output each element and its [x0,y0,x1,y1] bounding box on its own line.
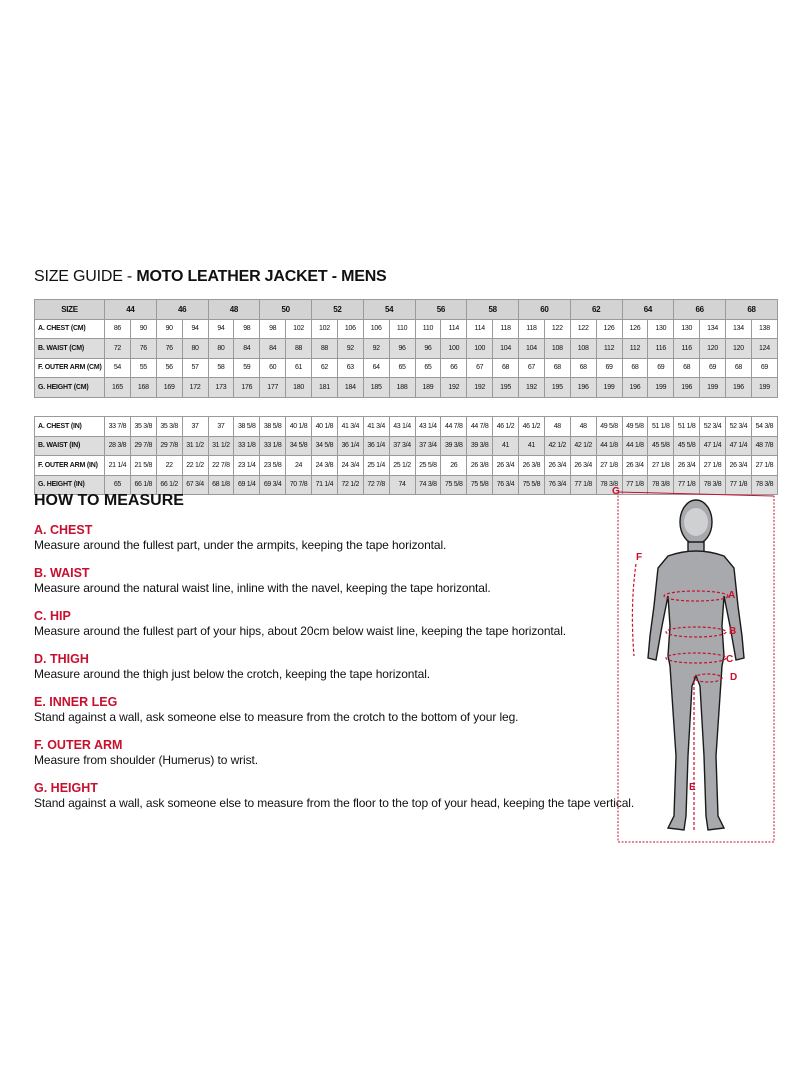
size-cell: 24 [286,456,312,476]
size-cell: 26 3/4 [493,456,519,476]
measure-heading: F. OUTER ARM [34,738,123,752]
size-cell: 21 5/8 [130,456,156,476]
size-cell: 106 [337,319,363,339]
size-cell: 110 [389,319,415,339]
measure-text: Measure around the fullest part of your hips, about 20cm below waist line, keeping the tape horizontal. [34,624,567,638]
size-cell: 35 3/8 [130,417,156,437]
size-cell: 126 [596,319,622,339]
size-cell: 69 3/4 [260,475,286,495]
size-cell: 104 [519,339,545,359]
size-cell: 70 7/8 [286,475,312,495]
size-row [35,339,778,359]
size-cell: 192 [519,378,545,398]
size-cell: 68 [570,358,596,378]
size-cell: 92 [363,339,389,359]
size-row [35,378,778,398]
size-cell: 78 3/8 [648,475,674,495]
size-cell: 56 [156,358,182,378]
size-cell: 45 5/8 [648,436,674,456]
size-cell: 80 [208,339,234,359]
size-header-62: 62 [570,300,622,320]
outer-arm-line [632,564,636,656]
size-cell: 40 1/8 [286,417,312,437]
size-cell: 188 [389,378,415,398]
size-header-68: 68 [726,300,778,320]
measure-outer-arm [34,738,614,768]
size-cell: 196 [570,378,596,398]
size-table [34,299,778,495]
how-to-measure-title: HOW TO MEASURE [34,492,184,509]
table-spacer-cell [35,397,778,417]
size-cell: 25 1/4 [363,456,389,476]
size-cell: 29 7/8 [130,436,156,456]
size-cell: 180 [286,378,312,398]
size-row-label: A. CHEST (CM) [35,319,105,339]
size-cell: 47 1/4 [726,436,752,456]
measure-height [34,781,635,811]
size-cell: 51 1/8 [674,417,700,437]
size-cell: 37 [182,417,208,437]
mannequin-face [684,508,708,536]
page-title [34,268,387,286]
size-cell: 78 3/8 [751,475,777,495]
measure-waist [34,566,614,596]
size-cell: 27 1/8 [751,456,777,476]
size-cell: 44 1/8 [596,436,622,456]
size-cell: 26 [441,456,467,476]
size-cell: 66 1/2 [156,475,182,495]
size-cell: 24 3/8 [312,456,338,476]
size-cell: 67 [467,358,493,378]
size-cell: 37 3/4 [415,436,441,456]
size-cell: 168 [130,378,156,398]
size-cell: 196 [726,378,752,398]
label-b: B [729,626,737,637]
size-cell: 49 5/8 [622,417,648,437]
size-table-body [35,319,778,495]
size-cell: 116 [674,339,700,359]
size-cell: 67 [519,358,545,378]
size-cell: 37 [208,417,234,437]
size-cell: 26 3/8 [519,456,545,476]
size-cell: 94 [208,319,234,339]
size-cell: 86 [105,319,131,339]
size-cell: 76 3/4 [493,475,519,495]
size-cell: 31 1/2 [182,436,208,456]
label-g: G [612,486,620,497]
size-cell: 90 [130,319,156,339]
size-cell: 102 [286,319,312,339]
size-cell: 65 [415,358,441,378]
size-cell: 199 [751,378,777,398]
size-cell: 42 1/2 [570,436,596,456]
size-cell: 31 1/2 [208,436,234,456]
size-cell: 23 5/8 [260,456,286,476]
size-cell: 75 5/8 [467,475,493,495]
measure-text: Stand against a wall, ask someone else to measure from the crotch to the bottom of your leg. [34,710,519,724]
measure-text: Measure from shoulder (Humerus) to wrist. [34,753,258,767]
size-cell: 38 5/8 [260,417,286,437]
measure-heading: A. CHEST [34,523,93,537]
size-row [35,417,778,437]
size-cell: 65 [105,475,131,495]
size-cell: 62 [312,358,338,378]
size-cell: 68 [726,358,752,378]
size-cell: 47 1/4 [700,436,726,456]
size-cell: 64 [363,358,389,378]
size-cell: 23 1/4 [234,456,260,476]
label-a: A [728,590,736,601]
size-header-52: 52 [312,300,364,320]
size-cell: 192 [441,378,467,398]
size-cell: 74 [389,475,415,495]
size-cell: 33 1/8 [260,436,286,456]
size-cell: 41 [493,436,519,456]
size-cell: 74 3/8 [415,475,441,495]
size-cell: 36 1/4 [337,436,363,456]
size-cell: 41 3/4 [337,417,363,437]
size-header-64: 64 [622,300,674,320]
measure-hip [34,609,614,639]
size-cell: 88 [312,339,338,359]
size-cell: 173 [208,378,234,398]
size-row-label: B. WAIST (IN) [35,436,105,456]
size-cell: 96 [389,339,415,359]
table-spacer [35,397,778,417]
size-cell: 45 5/8 [674,436,700,456]
size-row-label: F. OUTER ARM (CM) [35,358,105,378]
size-cell: 189 [415,378,441,398]
size-cell: 76 [130,339,156,359]
size-cell: 26 3/8 [467,456,493,476]
size-cell: 48 7/8 [751,436,777,456]
size-cell: 69 [751,358,777,378]
body-measurement-figure [612,486,776,846]
size-cell: 122 [570,319,596,339]
size-cell: 57 [182,358,208,378]
size-cell: 54 3/8 [751,417,777,437]
size-cell: 67 3/4 [182,475,208,495]
size-cell: 78 3/8 [700,475,726,495]
size-cell: 38 5/8 [234,417,260,437]
measure-thigh [34,652,614,682]
size-cell: 25 5/8 [415,456,441,476]
size-cell: 65 [389,358,415,378]
size-cell: 84 [260,339,286,359]
size-header-54: 54 [363,300,415,320]
size-cell: 185 [363,378,389,398]
size-cell: 26 3/4 [544,456,570,476]
size-cell: 72 [105,339,131,359]
measure-chest [34,523,614,553]
size-cell: 68 [674,358,700,378]
label-f: F [636,552,643,563]
size-cell: 44 7/8 [467,417,493,437]
size-header-58: 58 [467,300,519,320]
size-cell: 77 1/8 [622,475,648,495]
size-cell: 26 3/4 [674,456,700,476]
size-cell: 116 [648,339,674,359]
size-cell: 63 [337,358,363,378]
size-cell: 199 [648,378,674,398]
size-cell: 199 [596,378,622,398]
size-row-label: B. WAIST (CM) [35,339,105,359]
size-cell: 39 3/8 [441,436,467,456]
size-cell: 80 [182,339,208,359]
size-cell: 68 [544,358,570,378]
size-header-50: 50 [260,300,312,320]
size-cell: 75 5/8 [441,475,467,495]
size-cell: 134 [700,319,726,339]
size-cell: 26 3/4 [570,456,596,476]
size-cell: 44 7/8 [441,417,467,437]
size-cell: 181 [312,378,338,398]
size-cell: 112 [622,339,648,359]
size-cell: 69 1/4 [234,475,260,495]
measure-heading: D. THIGH [34,652,89,666]
size-header-48: 48 [208,300,260,320]
size-cell: 54 [105,358,131,378]
size-cell: 196 [622,378,648,398]
size-cell: 76 3/4 [544,475,570,495]
size-cell: 126 [622,319,648,339]
size-cell: 33 7/8 [105,417,131,437]
size-cell: 96 [415,339,441,359]
size-cell: 43 1/4 [415,417,441,437]
size-cell: 77 1/8 [674,475,700,495]
measure-text: Measure around the fullest part, under the armpits, keeping the tape horizontal. [34,538,447,552]
size-cell: 78 3/8 [596,475,622,495]
size-cell: 108 [570,339,596,359]
size-cell: 25 1/2 [389,456,415,476]
size-cell: 34 5/8 [312,436,338,456]
size-cell: 199 [700,378,726,398]
size-cell: 184 [337,378,363,398]
size-cell: 124 [751,339,777,359]
size-cell: 37 3/4 [389,436,415,456]
size-cell: 69 [700,358,726,378]
size-cell: 84 [234,339,260,359]
size-cell: 36 1/4 [363,436,389,456]
size-row-label: G. HEIGHT (CM) [35,378,105,398]
size-cell: 66 [441,358,467,378]
size-cell: 34 5/8 [286,436,312,456]
size-cell: 169 [156,378,182,398]
size-cell: 122 [544,319,570,339]
size-row [35,358,778,378]
size-cell: 130 [674,319,700,339]
mannequin-silhouette [648,500,744,830]
size-header-label: SIZE [35,300,105,320]
size-cell: 48 [570,417,596,437]
size-header-66: 66 [674,300,726,320]
measure-text: Measure around the thigh just below the crotch, keeping the tape horizontal. [34,667,430,681]
size-cell: 42 1/2 [544,436,570,456]
size-cell: 41 3/4 [363,417,389,437]
size-cell: 60 [260,358,286,378]
size-cell: 48 [544,417,570,437]
size-cell: 114 [441,319,467,339]
size-cell: 98 [234,319,260,339]
size-header-56: 56 [415,300,467,320]
size-cell: 22 [156,456,182,476]
size-cell: 39 3/8 [467,436,493,456]
label-d: D [730,672,738,683]
size-cell: 41 [519,436,545,456]
size-cell: 196 [674,378,700,398]
size-cell: 110 [415,319,441,339]
size-cell: 106 [363,319,389,339]
size-row-label: G. HEIGHT (IN) [35,475,105,495]
size-cell: 76 [156,339,182,359]
size-cell: 165 [105,378,131,398]
size-cell: 59 [234,358,260,378]
size-cell: 35 3/8 [156,417,182,437]
size-cell: 28 3/8 [105,436,131,456]
size-cell: 68 1/8 [208,475,234,495]
size-cell: 195 [544,378,570,398]
size-cell: 66 1/8 [130,475,156,495]
size-cell: 94 [182,319,208,339]
size-cell: 46 1/2 [519,417,545,437]
size-cell: 26 3/4 [726,456,752,476]
size-cell: 77 1/8 [726,475,752,495]
measure-text: Stand against a wall, ask someone else to measure from the floor to the top of your head, keeping the tape vertical. [34,796,635,810]
size-cell: 55 [130,358,156,378]
measure-heading: B. WAIST [34,566,90,580]
size-cell: 98 [260,319,286,339]
size-cell: 172 [182,378,208,398]
label-e: E [689,782,696,793]
size-cell: 100 [467,339,493,359]
size-cell: 90 [156,319,182,339]
size-cell: 77 1/8 [570,475,596,495]
size-cell: 195 [493,378,519,398]
size-cell: 22 1/2 [182,456,208,476]
size-cell: 102 [312,319,338,339]
size-row [35,319,778,339]
size-cell: 138 [751,319,777,339]
size-cell: 72 7/8 [363,475,389,495]
size-cell: 52 3/4 [700,417,726,437]
size-cell: 40 1/8 [312,417,338,437]
size-cell: 92 [337,339,363,359]
size-header-60: 60 [519,300,571,320]
size-row-label: F. OUTER ARM (IN) [35,456,105,476]
size-cell: 44 1/8 [622,436,648,456]
size-cell: 51 1/8 [648,417,674,437]
size-cell: 88 [286,339,312,359]
size-row [35,436,778,456]
measure-heading: E. INNER LEG [34,695,118,709]
size-cell: 108 [544,339,570,359]
size-cell: 26 3/4 [622,456,648,476]
measure-inner-leg [34,695,614,725]
size-cell: 69 [648,358,674,378]
size-cell: 130 [648,319,674,339]
size-cell: 61 [286,358,312,378]
height-top-line [618,492,774,496]
size-cell: 21 1/4 [105,456,131,476]
size-cell: 100 [441,339,467,359]
size-cell: 22 7/8 [208,456,234,476]
size-cell: 72 1/2 [337,475,363,495]
size-cell: 68 [622,358,648,378]
title-strong: MOTO LEATHER JACKET - MENS [136,268,387,285]
size-cell: 114 [467,319,493,339]
size-row [35,456,778,476]
size-cell: 71 1/4 [312,475,338,495]
size-cell: 177 [260,378,286,398]
size-cell: 52 3/4 [726,417,752,437]
size-header-46: 46 [156,300,208,320]
size-cell: 58 [208,358,234,378]
size-cell: 120 [700,339,726,359]
measure-heading: G. HEIGHT [34,781,98,795]
size-cell: 27 1/8 [596,456,622,476]
size-header-44: 44 [105,300,157,320]
size-cell: 49 5/8 [596,417,622,437]
size-header-row [35,300,778,320]
size-row-label: A. CHEST (IN) [35,417,105,437]
size-cell: 176 [234,378,260,398]
title-lead: SIZE GUIDE - [34,268,137,285]
size-cell: 33 1/8 [234,436,260,456]
size-cell: 192 [467,378,493,398]
size-cell: 112 [596,339,622,359]
size-cell: 68 [493,358,519,378]
size-cell: 69 [596,358,622,378]
measure-text: Measure around the natural waist line, inline with the navel, keeping the tape horizontal. [34,581,491,595]
size-cell: 118 [493,319,519,339]
size-cell: 118 [519,319,545,339]
size-cell: 43 1/4 [389,417,415,437]
size-cell: 29 7/8 [156,436,182,456]
size-cell: 120 [726,339,752,359]
size-cell: 27 1/8 [648,456,674,476]
size-cell: 24 3/4 [337,456,363,476]
measure-heading: C. HIP [34,609,71,623]
size-cell: 104 [493,339,519,359]
label-c: C [726,654,734,665]
size-cell: 46 1/2 [493,417,519,437]
size-cell: 75 5/8 [519,475,545,495]
size-cell: 27 1/8 [700,456,726,476]
size-cell: 134 [726,319,752,339]
